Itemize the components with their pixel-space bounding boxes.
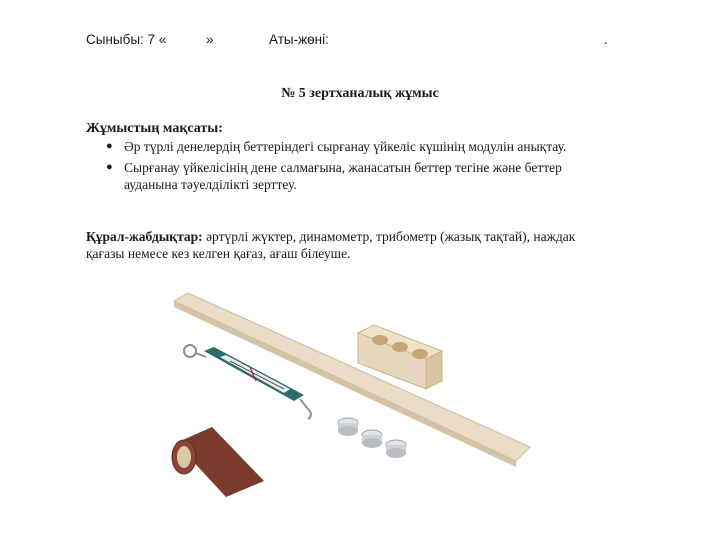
equipment-paragraph	[86, 228, 606, 262]
bullet-icon: ●	[106, 140, 113, 152]
purpose-item-1: Әр түрлі денелердің беттеріндегі сырғанау үйкеліс күшінің модулін анықтау.	[124, 139, 567, 154]
sandpaper-roll-image	[172, 427, 264, 497]
name-line-end: .	[604, 32, 608, 47]
purpose-list	[106, 138, 596, 197]
header-line	[86, 30, 616, 50]
board-image	[174, 293, 530, 467]
purpose-item-2: Сырғанау үйкелісінің дене салмағына, жанасатын беттер тегіне және беттер ауданына тәуелділікті зерттеу.	[124, 160, 562, 192]
equipment-illustration	[160, 285, 540, 510]
weights-image	[338, 418, 406, 458]
list-item	[106, 138, 596, 155]
class-close-quote: »	[206, 32, 214, 47]
equipment-label: Құрал-жабдықтар:	[86, 229, 203, 244]
bullet-icon: ●	[106, 161, 113, 173]
page-title: № 5 зертханалық жұмыс	[281, 86, 439, 101]
purpose-label: Жұмыстың мақсаты:	[86, 121, 223, 136]
equipment-text: әртүрлі жүктер, динамометр, трибометр (жазық тақтай), наждак қағазы немесе кез келген қағаз, ағаш білеуше.	[86, 229, 576, 261]
name-label: Аты-жөні:	[269, 32, 329, 47]
class-label: Сыныбы: 7 «	[86, 32, 167, 47]
list-item	[106, 159, 596, 193]
